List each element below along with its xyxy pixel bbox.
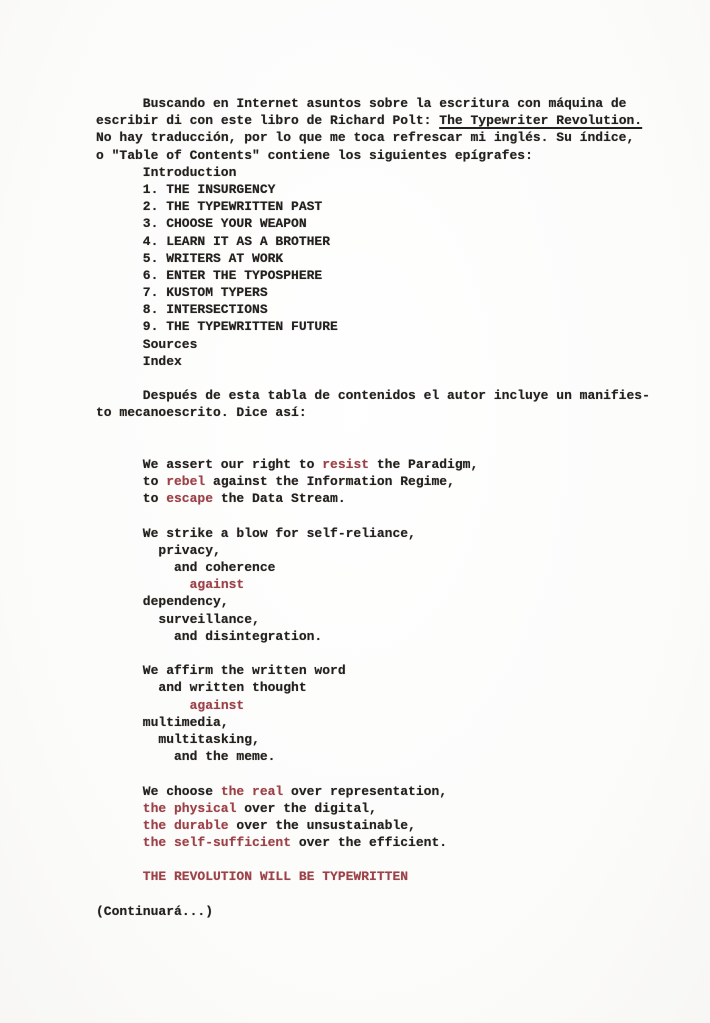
text-line xyxy=(96,628,680,645)
text-line xyxy=(96,129,680,146)
ink-text: 8. INTERSECTIONS xyxy=(142,302,268,318)
ink-text: over representation, xyxy=(283,783,448,799)
text-line xyxy=(96,198,680,215)
ink-text: multimedia, xyxy=(142,714,229,730)
blank-line xyxy=(96,508,680,525)
text-line xyxy=(96,817,680,834)
red-ink-text: against xyxy=(189,577,245,593)
ink-text: Introduction xyxy=(142,164,237,180)
text-line xyxy=(96,748,680,765)
ink-text: 2. THE TYPEWRITTEN PAST xyxy=(142,199,323,215)
ink-text: over the efficient. xyxy=(291,835,448,851)
red-ink-text: rebel xyxy=(166,474,206,490)
text-line xyxy=(96,834,680,851)
blank-line xyxy=(96,765,680,782)
text-line xyxy=(96,284,680,301)
ink-text: (Continuará...) xyxy=(96,903,214,919)
ink-text: surveillance, xyxy=(158,611,260,627)
ink-text: and written thought xyxy=(158,680,307,696)
ink-text: to mecanoescrito. Dice así: xyxy=(96,405,307,421)
ink-text: the Paradigm, xyxy=(369,456,479,472)
ink-text: 7. KUSTOM TYPERS xyxy=(142,285,268,301)
red-ink-text: the real xyxy=(220,783,284,799)
ink-text: 3. CHOOSE YOUR WEAPON xyxy=(142,216,307,232)
red-ink-text: the durable xyxy=(142,817,229,833)
ink-text: No hay traducción, por lo que me toca refrescar mi inglés. Su índice, xyxy=(96,130,635,146)
text-line xyxy=(96,868,680,885)
red-ink-text: THE REVOLUTION WILL BE TYPEWRITTEN xyxy=(142,869,409,885)
blank-line xyxy=(96,645,680,662)
text-line xyxy=(96,800,680,817)
text-line xyxy=(96,783,680,800)
text-line xyxy=(96,336,680,353)
text-line xyxy=(96,490,680,507)
ink-text: dependency, xyxy=(142,594,229,610)
ink-text: We choose xyxy=(142,783,221,799)
text-line xyxy=(96,147,680,164)
page-text xyxy=(96,95,680,920)
ink-text: and disintegration. xyxy=(174,628,323,644)
text-line xyxy=(96,559,680,576)
ink-text: and coherence xyxy=(174,560,276,576)
ink-text: Buscando en Internet asuntos sobre la escritura con máquina de xyxy=(142,96,627,111)
text-line xyxy=(96,679,680,696)
ink-text: o "Table of Contents" contiene los siguientes epígrafes: xyxy=(96,147,533,163)
blank-line xyxy=(96,851,680,868)
ink-text: against the Information Regime, xyxy=(205,474,455,490)
ink-text: escribir di con este libro de Richard Polt: xyxy=(96,113,440,129)
text-line xyxy=(96,267,680,284)
ink-text: over the unsustainable, xyxy=(228,817,416,833)
blank-line xyxy=(96,439,680,456)
text-line xyxy=(96,473,680,490)
blank-line xyxy=(96,370,680,387)
text-line xyxy=(96,714,680,731)
text-line xyxy=(96,542,680,559)
text-line xyxy=(96,181,680,198)
red-ink-text: escape xyxy=(166,491,214,507)
text-line xyxy=(96,404,680,421)
text-line xyxy=(96,456,680,473)
ink-text: the Data Stream. xyxy=(213,491,346,507)
ink-text: 1. THE INSURGENCY xyxy=(142,181,276,197)
text-line xyxy=(96,611,680,628)
text-line xyxy=(96,233,680,250)
ink-text: multitasking, xyxy=(158,731,260,747)
blank-line xyxy=(96,422,680,439)
ink-text: Sources xyxy=(142,336,198,352)
text-line xyxy=(96,353,680,370)
text-line xyxy=(96,164,680,181)
text-line xyxy=(96,387,680,404)
text-line xyxy=(96,112,680,129)
text-line xyxy=(96,525,680,542)
ink-text: We assert our right to xyxy=(142,456,323,472)
text-line xyxy=(96,250,680,267)
ink-text: and the meme. xyxy=(174,749,276,765)
ink-text: 4. LEARN IT AS A BROTHER xyxy=(142,233,331,249)
text-line xyxy=(96,215,680,232)
red-ink-text: the self-sufficient xyxy=(142,835,292,851)
text-line xyxy=(96,95,680,112)
ink-text: 6. ENTER THE TYPOSPHERE xyxy=(142,267,323,283)
text-line xyxy=(96,593,680,610)
ink-text: 9. THE TYPEWRITTEN FUTURE xyxy=(142,319,338,335)
text-line xyxy=(96,697,680,714)
text-line xyxy=(96,318,680,335)
ink-text: over the digital, xyxy=(236,800,377,816)
red-ink-text: resist xyxy=(322,456,370,472)
text-line xyxy=(96,903,680,920)
underlined-book-title: The Typewriter Revolution. xyxy=(439,113,643,129)
ink-text: to xyxy=(142,474,167,490)
ink-text: Después de esta tabla de contenidos el autor incluye un manifies- xyxy=(142,388,650,404)
blank-line xyxy=(96,886,680,903)
ink-text: We strike a blow for self-reliance, xyxy=(142,525,416,541)
ink-text: 5. WRITERS AT WORK xyxy=(142,250,284,266)
red-ink-text: the physical xyxy=(142,800,237,816)
ink-text: Index xyxy=(142,353,182,369)
text-line xyxy=(96,576,680,593)
ink-text: to xyxy=(142,491,167,507)
text-line xyxy=(96,731,680,748)
ink-text: We affirm the written word xyxy=(142,663,346,679)
text-line xyxy=(96,301,680,318)
ink-text: privacy, xyxy=(158,542,221,558)
text-line xyxy=(96,662,680,679)
red-ink-text: against xyxy=(189,697,245,713)
